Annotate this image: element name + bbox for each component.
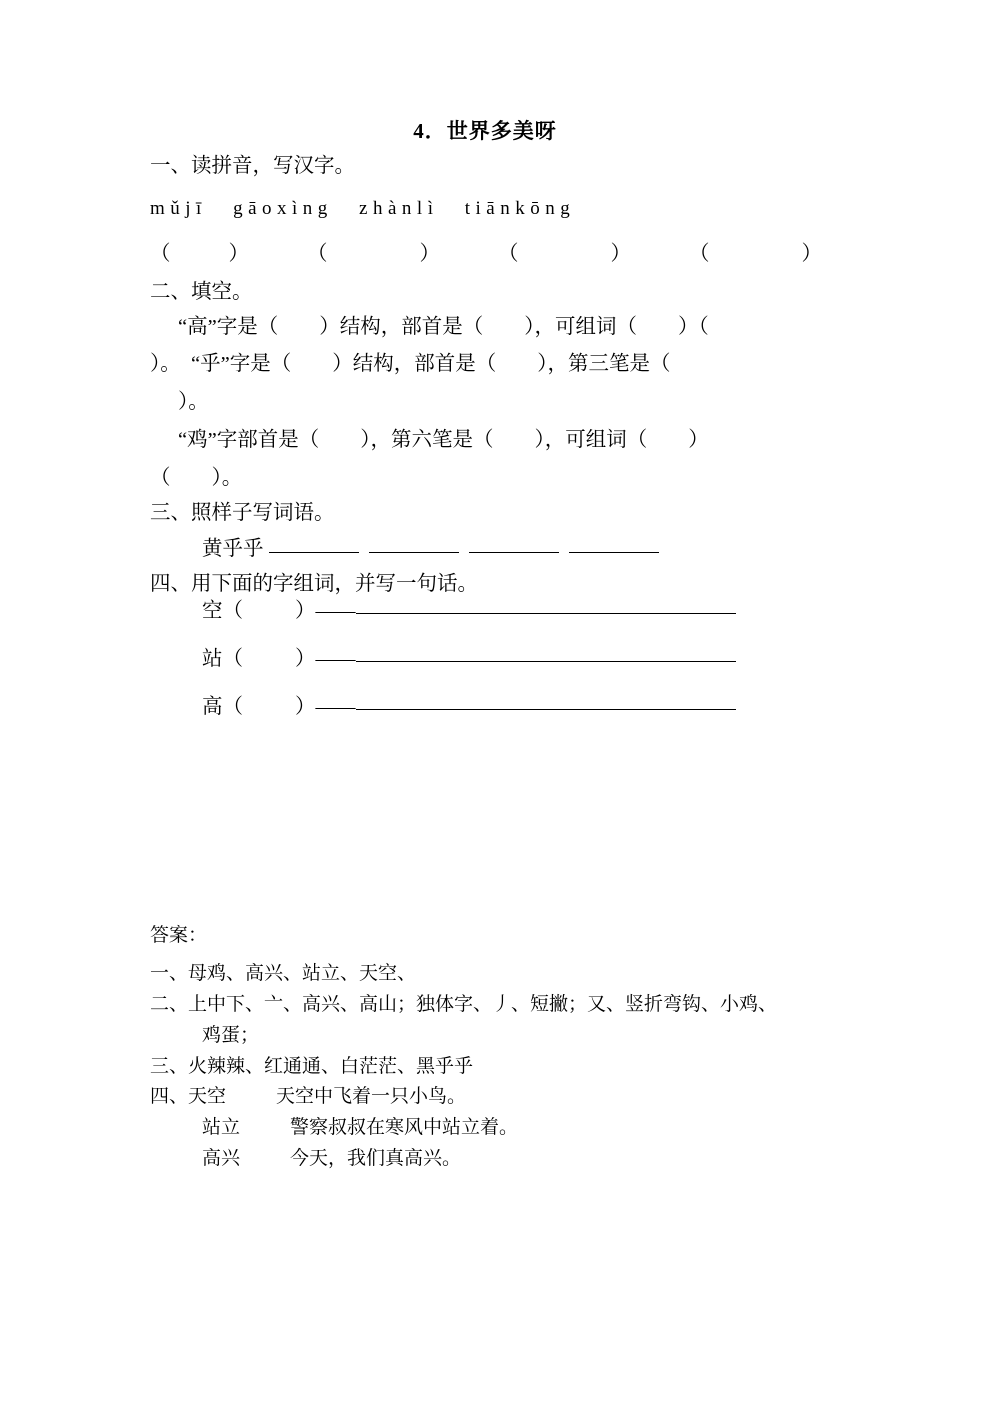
paren-close-3[interactable]: ） bbox=[610, 242, 631, 265]
q4-sentence-blank-zhan[interactable] bbox=[356, 661, 736, 662]
answer-key-section bbox=[150, 923, 860, 1175]
q4-dash-zhan: —— bbox=[315, 647, 355, 670]
page-title: 4．世界多美呀 bbox=[413, 119, 557, 143]
q4-char-kong: 空 bbox=[202, 599, 223, 622]
page-spacer bbox=[150, 745, 860, 923]
answer-3: 三、火辣辣、红通通、白茫茫、黑乎乎 bbox=[150, 1055, 474, 1077]
question-2-heading: 二、填空。 bbox=[150, 280, 253, 303]
paren-close-1[interactable]: ） bbox=[228, 242, 249, 265]
question-4-row-zhan bbox=[150, 649, 860, 697]
question-3-example-word: 黄乎乎 bbox=[202, 537, 264, 560]
q4-sentence-blank-kong[interactable] bbox=[356, 613, 736, 614]
question-2-line-5[interactable]: （ ）。 bbox=[150, 467, 243, 490]
paren-close-4[interactable]: ） bbox=[801, 242, 822, 265]
answer-blank-4[interactable] bbox=[569, 552, 659, 553]
q4-char-zhan: 站 bbox=[202, 647, 223, 670]
answer-blank-2[interactable] bbox=[369, 552, 459, 553]
q4-paren-open-zhan[interactable]: （ bbox=[222, 647, 243, 670]
q4-paren-open-kong[interactable]: （ bbox=[222, 599, 243, 622]
question-4-row-gao bbox=[150, 697, 860, 745]
pinyin-text: mǔjī gāoxìng zhànlì tiānkōng bbox=[150, 198, 576, 220]
q4-paren-open-gao[interactable]: （ bbox=[222, 695, 243, 718]
answer-4-word-1: 天空 bbox=[188, 1086, 227, 1108]
paren-close-2[interactable]: ） bbox=[419, 242, 440, 265]
answer-1: 一、母鸡、高兴、站立、天空、 bbox=[150, 963, 417, 985]
question-2-line-3[interactable]: ）。 bbox=[178, 391, 209, 414]
q4-paren-close-zhan[interactable]: ） bbox=[295, 647, 316, 670]
answer-4-row-3 bbox=[150, 1144, 860, 1175]
answer-4-word-2: 站立 bbox=[202, 1117, 241, 1139]
paren-open-4[interactable]: （ bbox=[689, 242, 710, 265]
q4-sentence-blank-gao[interactable] bbox=[356, 709, 736, 710]
answer-4-row-2 bbox=[150, 1113, 860, 1144]
question-2-line-2[interactable]: ）。 “乎”字是（ ）结构，部首是（ ），第三笔是（ bbox=[150, 353, 671, 376]
answer-2-line-2: 鸡蛋； bbox=[202, 1024, 260, 1046]
answer-key-title: 答案： bbox=[150, 924, 208, 946]
q4-dash-gao: —— bbox=[315, 695, 355, 718]
answer-4-row-1 bbox=[150, 1082, 880, 1113]
question-2-line-1[interactable]: “高”字是（ ）结构，部首是（ ），可组词（ ）（ bbox=[178, 315, 709, 338]
q4-paren-close-gao[interactable]: ） bbox=[295, 695, 316, 718]
answer-2-line-1: 二、上中下、亠、高兴、高山；独体字、丿、短撇；又、竖折弯钩、小鸡、 bbox=[150, 994, 778, 1015]
paren-open-1[interactable]: （ bbox=[150, 242, 171, 265]
paren-open-3[interactable]: （ bbox=[498, 242, 519, 265]
question-1-answer-boxes bbox=[150, 232, 850, 277]
q4-char-gao: 高 bbox=[202, 695, 223, 718]
answer-4-sentence-3: 今天，我们真高兴。 bbox=[290, 1147, 462, 1169]
worksheet-body bbox=[150, 151, 860, 744]
q4-dash-kong: —— bbox=[315, 599, 355, 622]
answer-blank-1[interactable] bbox=[269, 552, 359, 553]
question-1-pinyin bbox=[150, 187, 862, 232]
answer-blank-3[interactable] bbox=[469, 552, 559, 553]
question-3-row bbox=[150, 530, 860, 569]
question-1-heading: 一、读拼音，写汉字。 bbox=[150, 155, 355, 178]
question-4-heading: 四、用下面的字组词，并写一句话。 bbox=[150, 572, 478, 595]
question-4-row-kong bbox=[150, 601, 860, 649]
paren-open-2[interactable]: （ bbox=[307, 242, 328, 265]
question-2-line-4[interactable]: “鸡”字部首是（ ），第六笔是（ ），可组词（ ） bbox=[178, 429, 709, 452]
answer-4-sentence-2: 警察叔叔在寒风中站立着。 bbox=[290, 1117, 519, 1139]
answer-4-word-3: 高兴 bbox=[202, 1147, 241, 1169]
answer-4-label: 四、 bbox=[150, 1086, 189, 1108]
question-3-heading: 三、照样子写词语。 bbox=[150, 502, 335, 525]
answer-4-sentence-1: 天空中飞着一只小鸟。 bbox=[276, 1086, 467, 1108]
q4-paren-close-kong[interactable]: ） bbox=[295, 599, 316, 622]
